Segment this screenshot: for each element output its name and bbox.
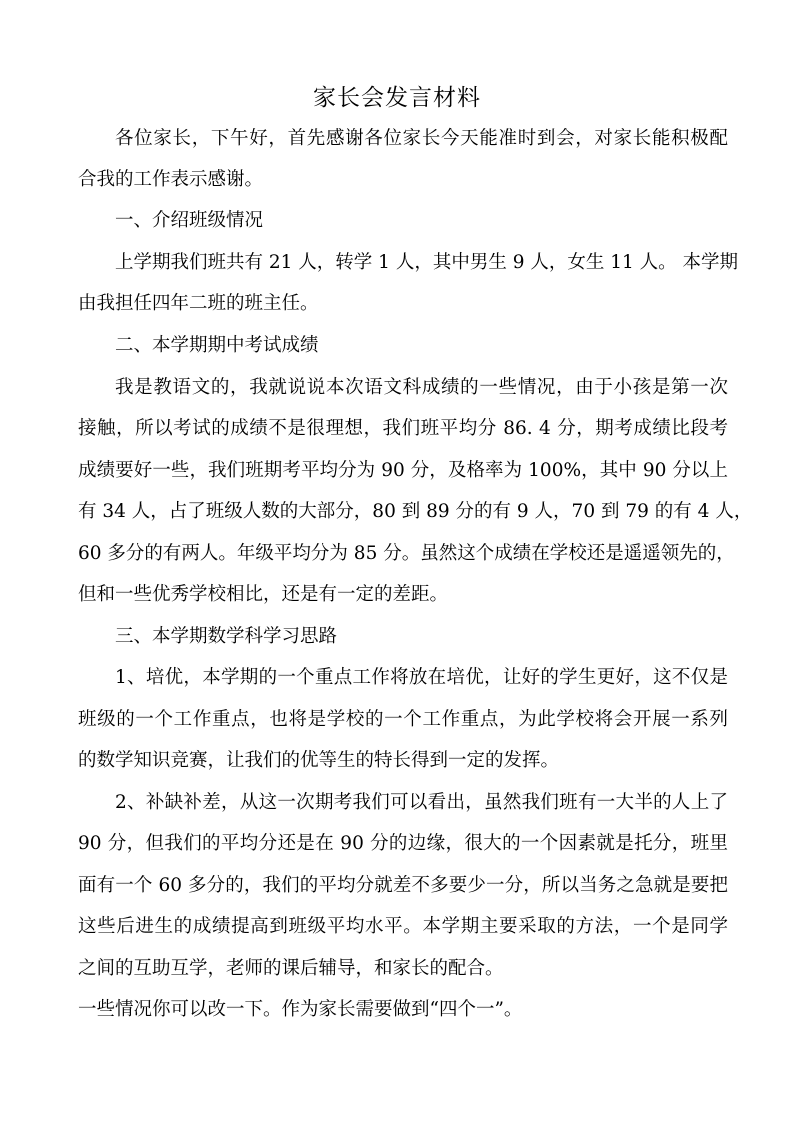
paragraph-line: 60 多分的有两人。年级平均分为 85 分。虽然这个成绩在学校还是遥遥领先的， xyxy=(78,543,735,564)
section-heading: 三、本学期数学科学习思路 xyxy=(115,626,338,647)
paragraph-line: 有 34 人，占了班级人数的大部分，80 到 89 分的有 9 人，70 到 79 的有 4 人， xyxy=(78,501,753,522)
paragraph-line: 接触，所以考试的成绩不是很理想，我们班平均分 86. 4 分，期考成绩比段考 xyxy=(78,418,728,439)
paragraph-line: 各位家长，下午好，首先感谢各位家长今天能准时到会，对家长能积极配 xyxy=(115,128,728,149)
paragraph-line: 2、补缺补差，从这一次期考我们可以看出，虽然我们班有一大半的人上了 xyxy=(115,792,728,813)
paragraph-line: 合我的工作表示感谢。 xyxy=(78,169,264,190)
paragraph-line: 90 分，但我们的平均分还是在 90 分的边缘，很大的一个因素就是托分，班里 xyxy=(78,833,728,854)
paragraph-line: 的数学知识竞赛，让我们的优等生的特长得到一定的发挥。 xyxy=(78,750,560,771)
paragraph-line: 成绩要好一些，我们班期考平均分为 90 分，及格率为 100%，其中 90 分以上 xyxy=(78,460,728,481)
paragraph-line: 班级的一个工作重点，也将是学校的一个工作重点，为此学校将会开展一系列 xyxy=(78,709,728,730)
paragraph-line: 面有一个 60 多分的，我们的平均分就差不多要少一分，所以当务之急就是要把 xyxy=(78,875,728,896)
document-title: 家长会发言材料 xyxy=(313,85,481,111)
section-heading: 二、本学期期中考试成绩 xyxy=(115,335,319,356)
paragraph-line: 一些情况你可以改一下。作为家长需要做到“四个一”。 xyxy=(78,999,523,1020)
paragraph-line: 由我担任四年二班的班主任。 xyxy=(78,293,319,314)
paragraph-line: 之间的互助互学，老师的课后辅导，和家长的配合。 xyxy=(78,958,504,979)
paragraph-line: 这些后进生的成绩提高到班级平均水平。本学期主要采取的方法，一个是同学 xyxy=(78,916,728,937)
paragraph-line: 上学期我们班共有 21 人，转学 1 人，其中男生 9 人，女生 11 人。 本学期 xyxy=(115,252,739,273)
paragraph-line: 我是教语文的，我就说说本次语文科成绩的一些情况，由于小孩是第一次 xyxy=(115,377,728,398)
paragraph-line: 1、培优，本学期的一个重点工作将放在培优，让好的学生更好，这不仅是 xyxy=(115,667,728,688)
section-heading: 一、介绍班级情况 xyxy=(115,210,264,231)
paragraph-line: 但和一些优秀学校相比，还是有一定的差距。 xyxy=(78,584,449,605)
